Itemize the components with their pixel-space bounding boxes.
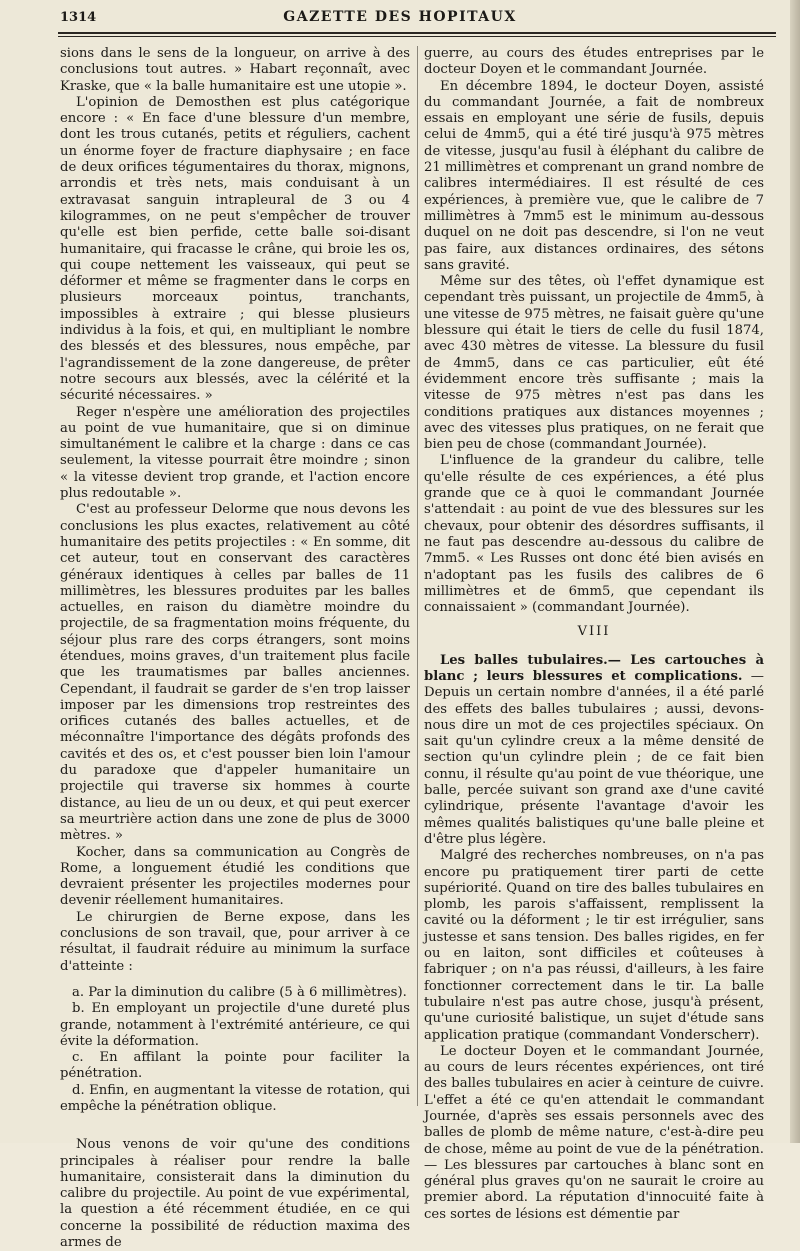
column-divider: [417, 46, 418, 1106]
paragraph: Malgré des recherches nombreuses, on n'a pas encore pu pratiquement tirer parti de cette supériorité. Quand on tire des balles tubulaires en plomb, les parois s'affaissent, remplissent la cavité ou la déforment ; le tir est irrégulier, sans justesse et sans tension. Des balles rigides, en fer ou en laiton, sont difficiles et coûteuses à fabriquer ; on n'a pas réussi, d'ailleurs, à les faire fonctionner correctement dans le tir. La balle tubulaire n'est pas autre chose, jusqu'à présent, qu'une curiosité balistique, un sujet d'étude sans application pratique (commandant Vonderscherr).: [424, 848, 764, 1043]
paragraph: L'influence de la grandeur du calibre, telle qu'elle résulte de ces expériences, a été plus grande que ce à quoi le commandant Journée s'attendait : au point de vue des blessures sur les chevaux, pour obtenir des désordres suffisants, il ne faut pas descendre au-dessous du calibre de 7mm5. « Les Russes ont donc été bien avisés en n'adoptant pas les fusils des calibres de 6 millimètres et de 6mm5, que cependant ils connaissaient » (commandant Journée).: [424, 453, 764, 616]
paragraph: Reger n'espère une amélioration des projectiles au point de vue humanitaire, que si on diminue simultanément le calibre et la charge : dans ce cas seulement, la vitesse pourrait être moindre ; sinon « la vitesse devient trop grande, et l'action encore plus redoutable ».: [60, 404, 410, 502]
page-header: [0, 6, 800, 32]
section-heading: Les balles tubulaires.— Les cartouches à blanc ; leurs blessures et complications.: [424, 652, 764, 684]
paragraph: L'opinion de Demosthen est plus catégorique encore : « En face d'une blessure d'un membre, dont les trous cutanés, petits et réguliers, cachent un énorme foyer de fracture diaphysaire ; en face de deux orifices tégumentaires du thorax, mignons, arrondis et très nets, mais conduisant à un extravasat sanguin intrapleural de 3 ou 4 kilogrammes, on ne peut s'empêcher de trouver qu'elle est bien perfide, cette balle soi-disant humanitaire, qui fracasse le crâne, qui broie les os, qui coupe nettement les vaisseaux, qui peut se déformer et même se fragmenter dans le corps en plusieurs morceaux pointus, tranchants, impossibles à extraire ; qui blesse plusieurs individus à la fois, et qui, en multipliant le nombre des blessés et des blessures, nous empêche, par l'agrandissement de la zone dangereuse, de prêter notre secours aux blessés, avec la célérité et la sécurité nécessaires. »: [60, 94, 410, 404]
journal-title: GAZETTE DES HOPITAUX: [283, 9, 517, 25]
list-item: b. En employant un projectile d'une dureté plus grande, notamment à l'extrémité antérieure, ce qui évite la déformation.: [60, 1001, 410, 1049]
paragraph: guerre, au cours des études entreprises par le docteur Doyen et le commandant Journée.: [424, 46, 764, 78]
page-edge-shadow: [790, 0, 800, 1143]
list-item: a. Par la diminution du calibre (5 à 6 millimètres).: [72, 984, 407, 1000]
paragraph: — Depuis un certain nombre d'années, il a été parlé des effets des balles tubulaires ; aussi, devons-nous dire un mot de ces projectiles spéciaux. On sait qu'un cylindre creux a la même densité de section qu'un cylindre plein ; de ce fait bien connu, il résulte qu'au point de vue théorique, une balle, percée suivant son grand axe d'une cavité cylindrique, présente l'avantage d'avoir les mêmes qualités balistiques qu'une balle pleine et d'être plus légère.: [424, 668, 764, 847]
spacer: [60, 1115, 410, 1137]
paragraph: Le chirurgien de Berne expose, dans les conclusions de son travail, que, pour arriver à ce résultat, il faudrait réduire au minimum la surface d'atteinte :: [60, 909, 410, 974]
paragraph: C'est au professeur Delorme que nous devons les conclusions les plus exactes, relativement au côté humanitaire des petits projectiles : « En somme, dit cet auteur, tout en conservant des caractères généraux identiques à celles par balles de 11 millimètres, les blessures produites par les balles actuelles, en raison du diamètre moindre du projectile, de sa fragmentation moins fréquente, du séjour plus rare des corps étrangers, sont moins étendues, moins graves, d'un traitement plus facile que les traumatismes par balles anciennes. Cependant, il faudrait se garder de s'en trop laisser imposer par les dimensions trop restreintes des orifices cutanés des balles actuelles, et de méconnaître l'importance des dégâts profonds des cavités et des os, et c'est pousser bien loin l'amour du paradoxe que d'appeler humanitaire un projectile qui traverse six hommes à courte distance, au lieu de un ou deux, et qui peut exercer sa meurtrière action dans une zone de plus de 3000 mètres. »: [60, 502, 410, 844]
paragraph: Nous venons de voir qu'une des conditions principales à réaliser pour rendre la balle humanitaire, consisterait dans la diminution du calibre du projectile. Au point de vue expérimental, la question a été récemment étudiée, en ce qui concerne la possibilité de réduction maxima des armes de: [60, 1137, 410, 1251]
paragraph: sions dans le sens de la longueur, on arrive à des conclusions tout autres. » Habart reçonnaît, avec Kraske, que « la balle humanitaire est une utopie ».: [60, 46, 410, 94]
header-rule-thick: [58, 32, 776, 34]
paragraph: Même sur des têtes, où l'effet dynamique est cependant très puissant, un projectile de 4mm5, à une vitesse de 975 mètres, ne faisait guère qu'une blessure qui était le tiers de celle du fusil 1874, avec 430 mètres de vitesse. La blessure du fusil de 4mm5, dans ce cas particulier, eût été évidemment encore très suffisante ; mais la vitesse de 975 mètres n'est pas dans les conditions pratiques aux distances moyennes ; avec des vitesses plus pratiques, on ne ferait que bien peu de chose (commandant Journée).: [424, 274, 764, 453]
paragraph: En décembre 1894, le docteur Doyen, assisté du commandant Journée, a fait de nombreux essais en employant une série de fusils, depuis celui de 4mm5, qui a été tiré jusqu'à 975 mètres de vitesse, jusqu'au fusil à éléphant du calibre de 21 millimètres et comprenant un grand nombre de calibres intermédiaires. Il est résulté de ces expériences, à première vue, que le calibre de 7 millimètres à 7mm5 est le minimum au-dessous duquel on ne doit pas descendre, si l'on ne veut pas faire, aux distances ordinaires, des sétons sans gravité.: [424, 78, 764, 273]
right-column: [424, 46, 764, 1223]
page-number: 1314: [60, 10, 97, 25]
list-item: c. En affilant la pointe pour faciliter la pénétration.: [60, 1050, 410, 1082]
spacer: [60, 975, 410, 985]
list-item: d. Enfin, en augmentant la vitesse de rotation, qui empêche la pénétration oblique.: [60, 1082, 410, 1114]
header-rule-thin: [58, 36, 776, 37]
section-number: VIII: [577, 624, 611, 640]
paragraph: Kocher, dans sa communication au Congrès de Rome, a longuement étudié les conditions que devraient présenter les projectiles modernes pour devenir réellement humanitaires.: [60, 844, 410, 909]
paragraph: Le docteur Doyen et le commandant Journée, au cours de leurs récentes expériences, ont tiré des balles tubulaires en acier à ceinture de cuivre. L'effet a été ce qu'en attendait le commandant Journée, d'après ses essais personnels avec des balles de plomb de même nature, c'est-à-dire peu de chose, même au point de vue de la pénétration. — Les blessures par cartouches à blanc sont en général plus graves qu'on ne saurait le croire au premier abord. La réputation d'innocuité faite à ces sortes de lésions est démentie par: [424, 1043, 764, 1222]
left-column: [60, 46, 410, 1251]
